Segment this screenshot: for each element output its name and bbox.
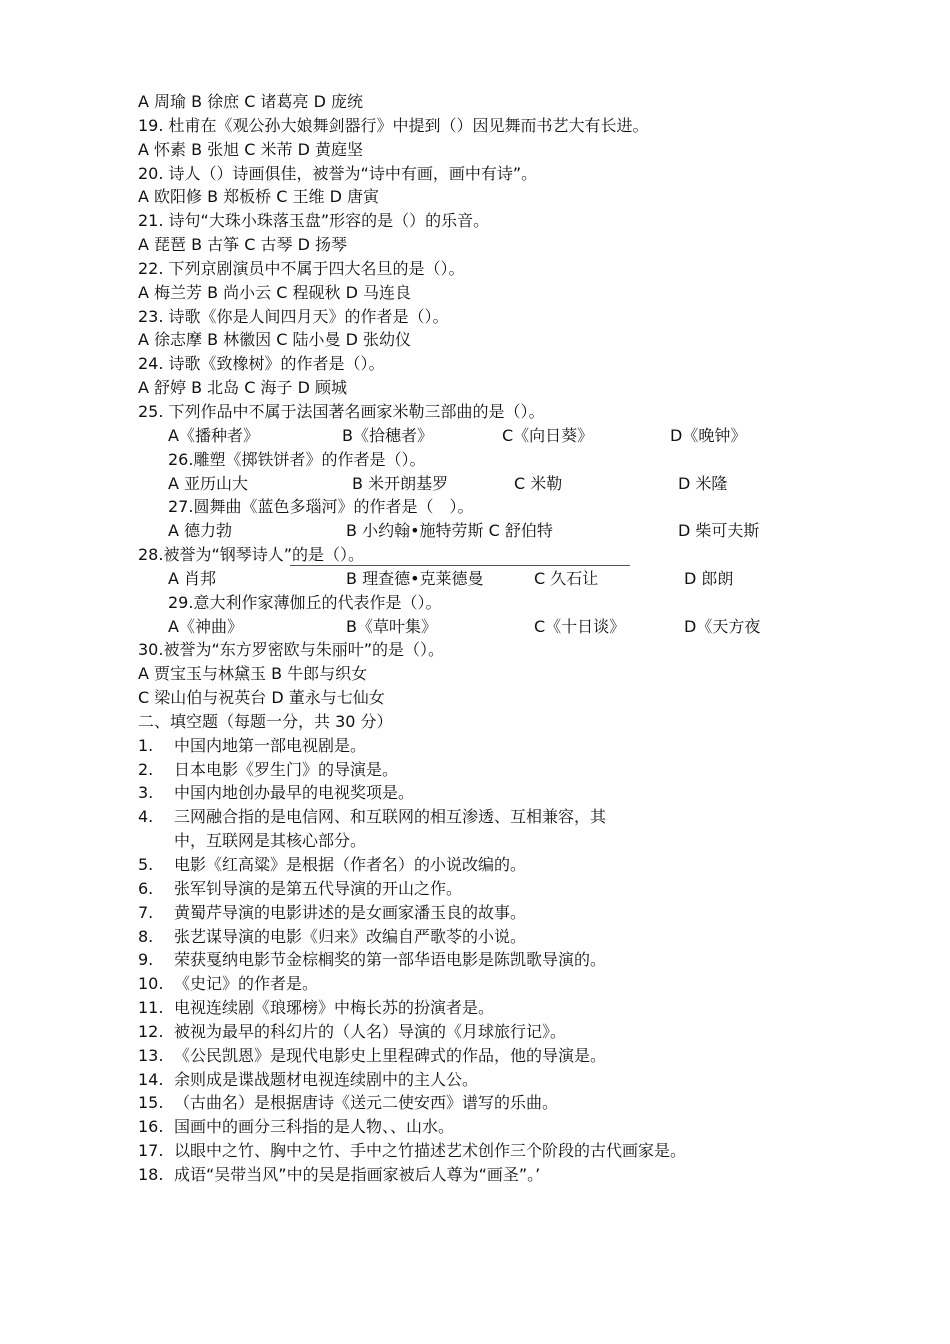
item-text: 电视连续剧《琅琊榜》中梅长苏的扮演者是。 [174, 998, 495, 1018]
question-29: 29.意大利作家薄伽丘的代表作是（）。 [168, 592, 442, 612]
item-number: 1. [138, 735, 154, 755]
question-27-options [138, 519, 818, 543]
item-text: 余则成是谍战题材电视连续剧中的主人公。 [174, 1069, 479, 1089]
item-text: 成语“吴带当风”中的吴是指画家被后人尊为“画圣”。’ [174, 1164, 541, 1184]
fill-item [138, 1163, 818, 1187]
answer-line: C 梁山伯与祝英台 D 董永与七仙女 [138, 688, 385, 708]
item-text: 黄蜀芹导演的电影讲述的是女画家潘玉良的故事。 [174, 902, 527, 922]
option-d: D 郎朗 [684, 568, 734, 588]
item-text: 《公民凯恩》是现代电影史上里程碑式的作品，他的导演是。 [174, 1045, 607, 1065]
fill-item [138, 1115, 818, 1139]
question-23: 23. 诗歌《你是人间四月天》的作者是（）。 [138, 306, 449, 326]
fill-item [138, 1091, 818, 1115]
question-20: 20. 诗人（）诗画俱佳，被誉为“诗中有画，画中有诗”。 [138, 163, 538, 183]
answer-line: A 周瑜 B 徐庶 C 诸葛亮 D 庞统 [138, 92, 364, 111]
item-number: 9. [138, 950, 154, 970]
question-27: 27.圆舞曲《蓝色多瑙河》的作者是（ ）。 [168, 497, 474, 517]
option-d: D 米隆 [678, 473, 728, 493]
fill-item [138, 1020, 818, 1044]
item-number: 12. [138, 1021, 164, 1041]
item-text: 《史记》的作者是。 [174, 974, 319, 994]
item-text: 张艺谋导演的电影《归来》改编自严歌苓的小说。 [174, 926, 527, 946]
horizontal-rule [290, 565, 630, 566]
option-b: B《拾穗者》 [342, 425, 433, 445]
item-number: 3. [138, 783, 154, 803]
fill-item [138, 972, 818, 996]
answer-line: A 贾宝玉与林黛玉 B 牛郎与织女 [138, 664, 368, 684]
item-number: 13. [138, 1045, 164, 1065]
question-26: 26.雕塑《掷铁饼者》的作者是（）。 [168, 449, 426, 469]
question-30: 30.被誉为“东方罗密欧与朱丽叶”的是（）。 [138, 640, 445, 660]
item-text: 以眼中之竹、胸中之竹、手中之竹描述艺术创作三个阶段的古代画家是。 [174, 1141, 687, 1161]
option-d: D《天方夜 [684, 616, 761, 636]
item-text: 张军钊导演的是第五代导演的开山之作。 [174, 878, 463, 898]
answer-line: A 梅兰芳 B 尚小云 C 程砚秋 D 马连良 [138, 282, 412, 302]
item-number: 10. [138, 974, 164, 994]
question-22: 22. 下列京剧演员中不属于四大名旦的是（）。 [138, 258, 465, 278]
item-text: 中国内地创办最早的电视奖项是。 [174, 783, 415, 803]
item-number: 4. [138, 807, 154, 827]
item-number: 6. [138, 878, 154, 898]
item-text: 被视为最早的科幻片的（人名）导演的《月球旅行记》。 [174, 1021, 567, 1041]
question-26-options [138, 472, 818, 496]
item-number: 5. [138, 855, 154, 874]
question-24: 24. 诗歌《致橡树》的作者是（）。 [138, 354, 385, 374]
document-content [138, 90, 818, 1187]
item-number: 17. [138, 1141, 164, 1161]
option-a: A《神曲》 [168, 616, 243, 636]
item-text: 中国内地第一部电视剧是。 [174, 735, 367, 755]
option-c: C 米勒 [514, 473, 563, 493]
fill-item [138, 781, 818, 805]
option-d: D 柴可夫斯 [678, 521, 760, 541]
fill-item [138, 925, 818, 949]
option-c: C 久石让 [534, 568, 599, 588]
fill-item-continuation [138, 829, 818, 853]
option-a: A 亚历山大 [168, 473, 249, 493]
section-heading-fill-blank: 二、填空题（每题一分，共 30 分） [138, 711, 393, 731]
fill-item [138, 853, 818, 877]
answer-line: A 舒婷 B 北岛 C 海子 D 顾城 [138, 378, 348, 398]
fill-item [138, 805, 818, 829]
item-number: 15. [138, 1093, 164, 1113]
option-b: B《草叶集》 [346, 616, 437, 636]
question-25: 25. 下列作品中不属于法国著名画家米勒三部曲的是（）。 [138, 401, 545, 421]
item-number: 11. [138, 998, 164, 1018]
item-text: 中，互联网是其核心部分。 [174, 831, 367, 851]
option-b-c: B 小约翰•施特劳斯 C 舒伯特 [346, 521, 553, 541]
answer-line: A 欧阳修 B 郑板桥 C 王维 D 唐寅 [138, 187, 380, 207]
fill-item [138, 948, 818, 972]
fill-item [138, 758, 818, 782]
fill-item [138, 901, 818, 925]
item-number: 18. [138, 1164, 164, 1184]
item-number: 7. [138, 902, 154, 922]
answer-line: A 徐志摩 B 林徽因 C 陆小曼 D 张幼仪 [138, 330, 412, 350]
fill-item [138, 1139, 818, 1163]
item-text: （古曲名）是根据唐诗《送元二使安西》谱写的乐曲。 [174, 1093, 559, 1113]
fill-item [138, 996, 818, 1020]
option-b: B 理查德•克莱德曼 [346, 568, 484, 588]
answer-line: A 怀素 B 张旭 C 米芾 D 黄庭坚 [138, 139, 364, 159]
answer-line: A 琵琶 B 古筝 C 古琴 D 扬琴 [138, 235, 348, 255]
option-b: B 米开朗基罗 [352, 473, 449, 493]
question-28 [138, 543, 818, 567]
option-a: A《播种者》 [168, 425, 259, 445]
option-a: A 德力勃 [168, 521, 233, 541]
item-number: 16. [138, 1117, 164, 1137]
option-d: D《晚钟》 [670, 425, 747, 445]
item-number: 8. [138, 926, 154, 946]
question-28-text: 28.被誉为“钢琴诗人”的是（）。 [138, 545, 365, 565]
item-text: 荣获戛纳电影节金棕榈奖的第一部华语电影是陈凯歌导演的。 [174, 950, 607, 970]
option-c: C《十日谈》 [534, 616, 626, 636]
question-19: 19. 杜甫在《观公孙大娘舞剑器行》中提到（）因见舞而书艺大有长进。 [138, 115, 649, 135]
fill-item [138, 877, 818, 901]
option-a: A 肖邦 [168, 568, 217, 588]
question-29-options [138, 615, 818, 639]
option-c: C《向日葵》 [502, 425, 594, 445]
item-number: 2. [138, 759, 154, 779]
fill-item [138, 1068, 818, 1092]
item-text: 国画中的画分三科指的是人物、、山水。 [174, 1117, 455, 1137]
item-number: 14. [138, 1069, 164, 1089]
item-text: 日本电影《罗生门》的导演是。 [174, 759, 399, 779]
question-25-options [138, 424, 818, 448]
fill-item [138, 734, 818, 758]
item-text: 电影《红高粱》是根据（作者名）的小说改编的。 [174, 855, 527, 874]
fill-item [138, 1044, 818, 1068]
question-28-options [138, 567, 818, 591]
item-text: 三网融合指的是电信网、和互联网的相互渗透、互相兼容，其 [174, 807, 607, 827]
question-21: 21. 诗句“大珠小珠落玉盘”形容的是（）的乐音。 [138, 211, 490, 231]
